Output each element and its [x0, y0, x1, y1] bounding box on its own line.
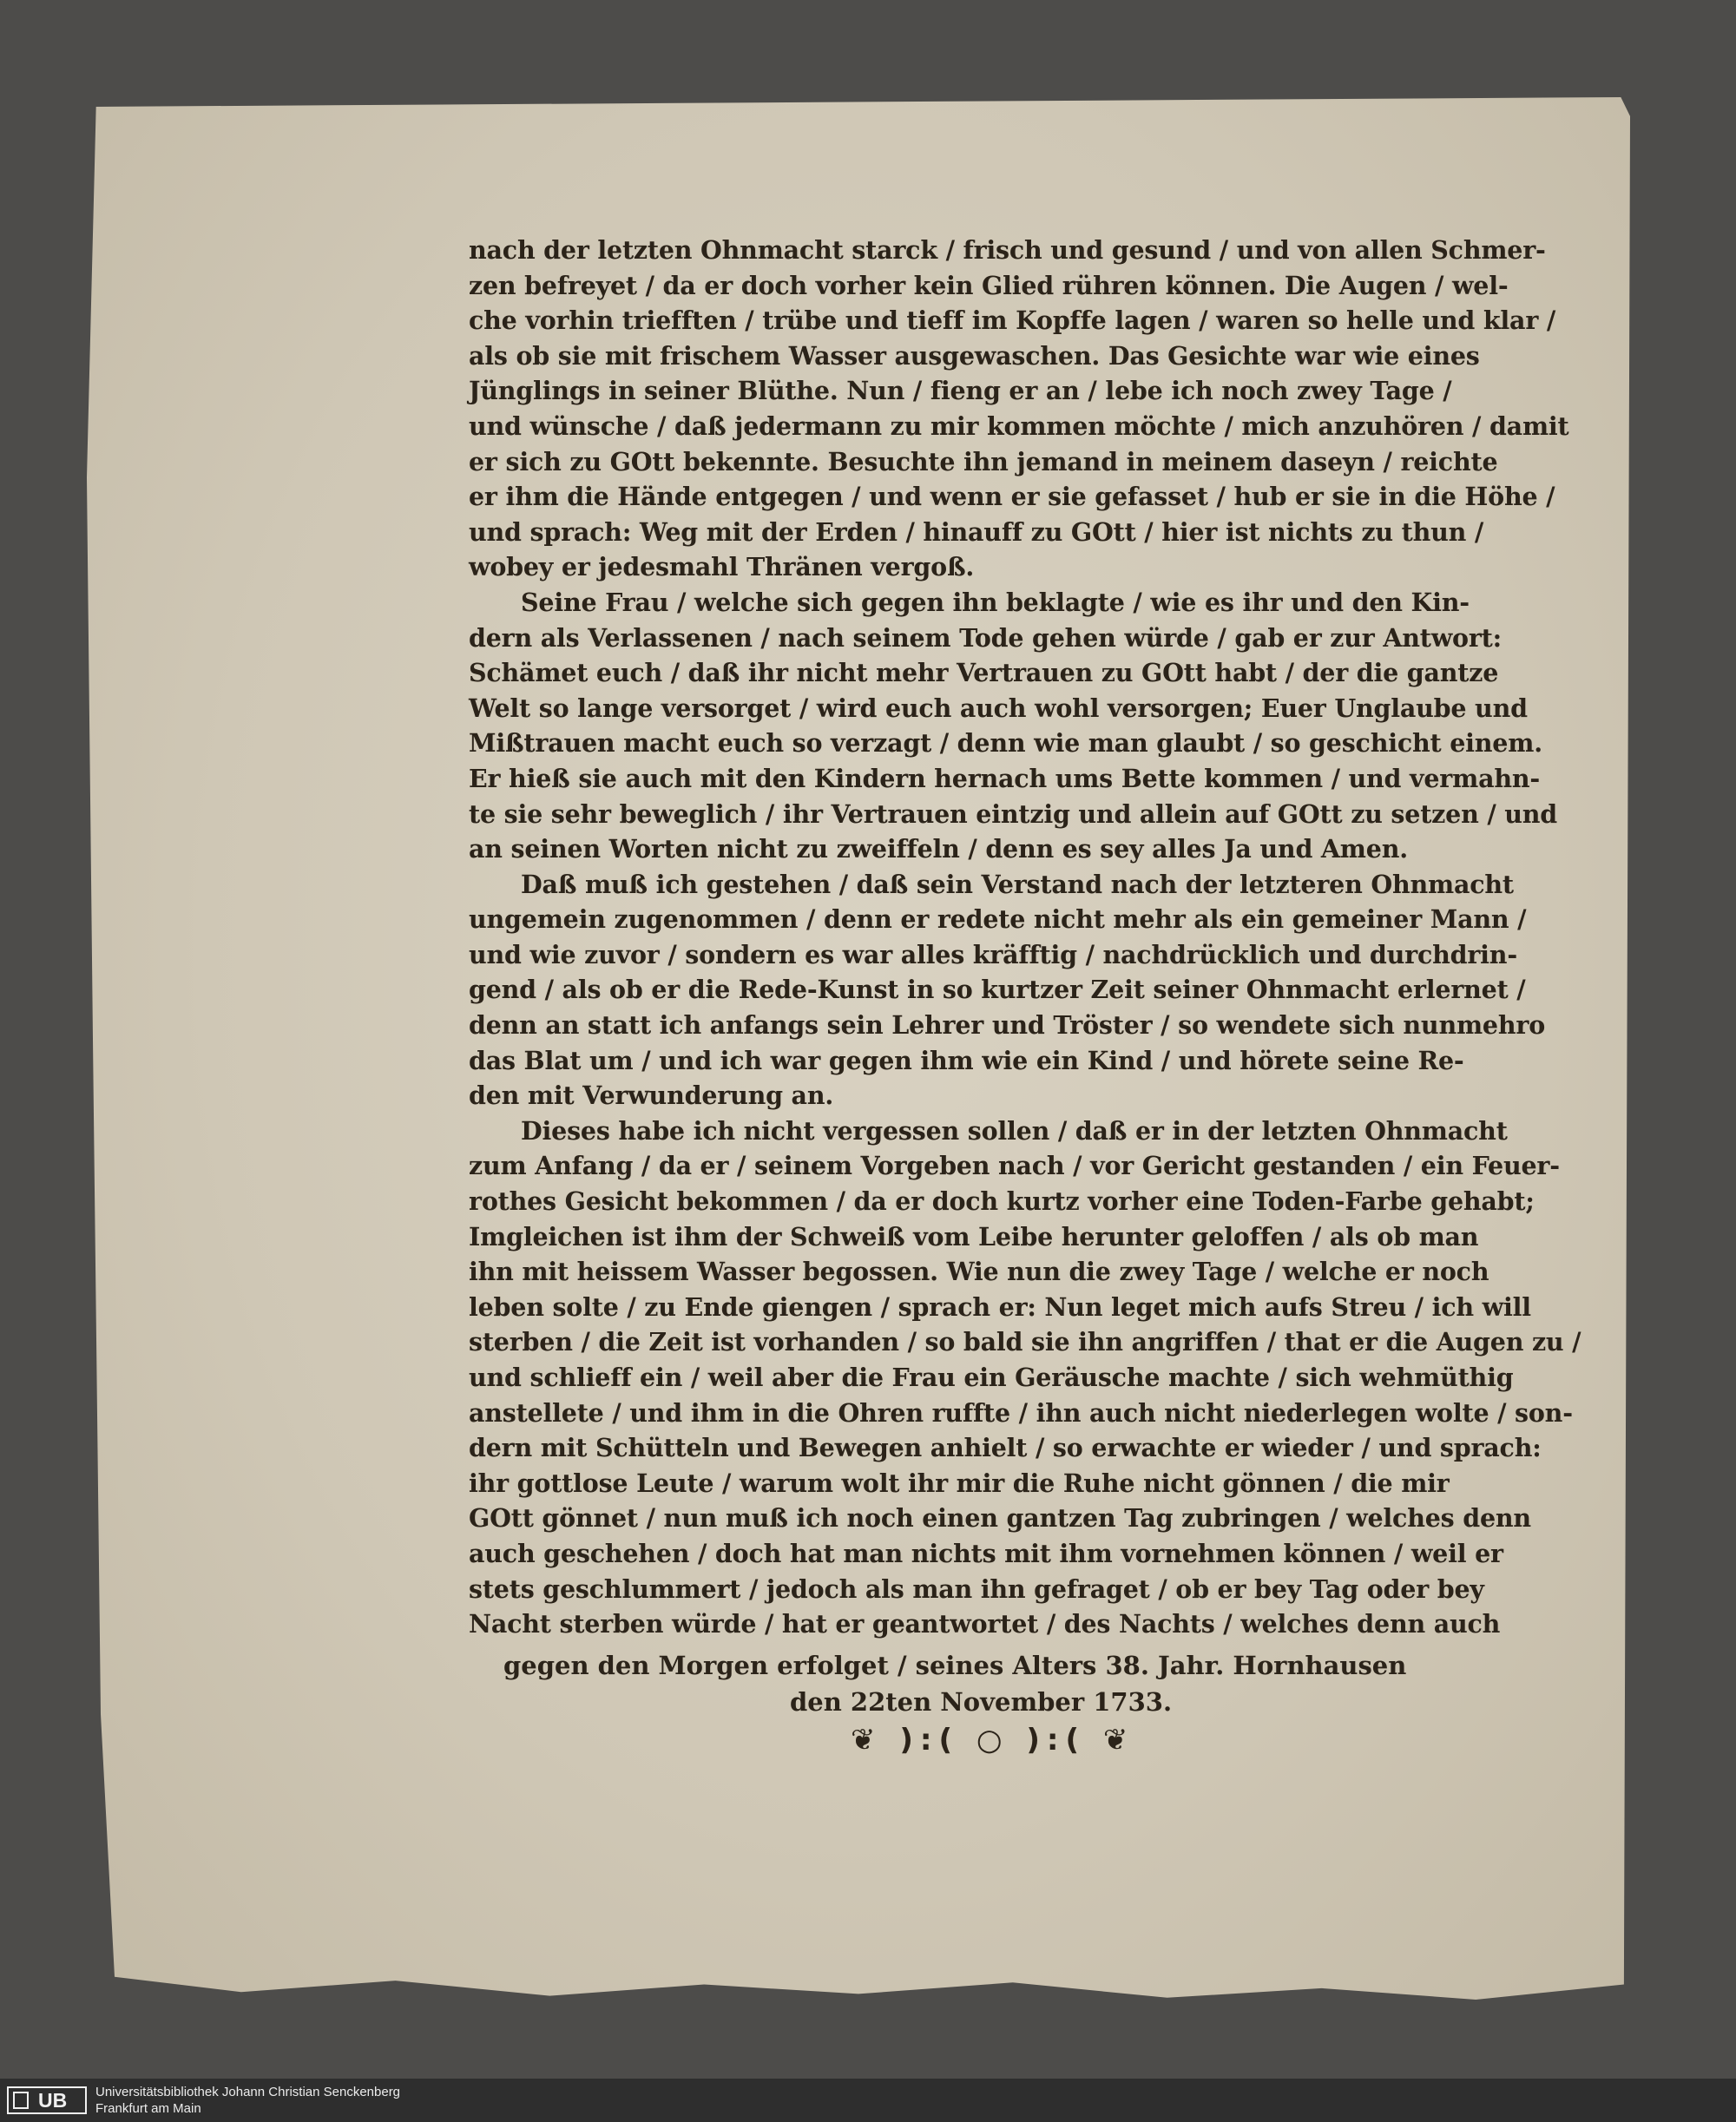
text-line: Nacht sterben würde / hat er geantwortet / des Nachts / welches denn auch: [469, 1609, 1501, 1639]
text-line: er sich zu GOtt bekennte. Besuchte ihn jemand in meinem daseyn / reichte: [469, 446, 1498, 476]
text-line: das Blat um / und ich war gegen ihm wie ein Kind / und hörete seine Re-: [469, 1045, 1464, 1075]
text-line: auch geschehen / doch hat man nichts mit ihm vornehmen können / weil er: [469, 1538, 1503, 1568]
text-line: wobey er jedesmahl Thränen vergoß.: [469, 552, 975, 582]
text-line: rothes Gesicht bekommen / da er doch kurtz vorher eine Toden-Farbe gehabt;: [469, 1186, 1535, 1217]
text-line: gend / als ob er die Rede-Kunst in so kurtzer Zeit seiner Ohnmacht erlernet /: [469, 975, 1526, 1005]
document-body: [469, 233, 1581, 1642]
text-line: stets geschlummert / jedoch als man ihn gefraget / ob er bey Tag oder bey: [469, 1573, 1484, 1604]
text-line: und wünsche / daß jedermann zu mir kommen möchte / mich anzuhören / damit: [469, 411, 1569, 441]
footer-institution: [95, 2084, 400, 2117]
text-line: den mit Verwunderung an.: [469, 1081, 834, 1111]
text-line: Daß muß ich gestehen / daß sein Verstand nach der letzteren Ohnmacht: [521, 869, 1514, 899]
text-line: und schlieff ein / weil aber die Frau ein Geräusche machte / sich wehmüthig: [469, 1363, 1514, 1392]
footer-bar: [0, 2079, 1736, 2122]
text-line: ihn mit heissem Wasser begossen. Wie nun die zwey Tage / welche er noch: [469, 1257, 1489, 1287]
text-line: anstellete / und ihm in die Ohren ruffte / ihn auch nicht niederlegen wolte / son-: [469, 1397, 1573, 1428]
text-line: Er hieß sie auch mit den Kindern hernach ums Bette kommen / und vermahn-: [469, 763, 1541, 793]
text-line: Welt so lange versorget / wird euch auch wohl versorgen; Euer Unglaube und: [469, 693, 1528, 723]
text-line: dern mit Schütteln und Bewegen anhielt / so erwachte er wieder / und sprach:: [469, 1433, 1542, 1463]
text-line: und sprach: Weg mit der Erden / hinauff zu GOtt / hier ist nichts zu thun /: [469, 516, 1484, 547]
text-line: sterben / die Zeit ist vorhanden / so bald sie ihn angriffen / that er die Augen zu /: [469, 1327, 1581, 1357]
text-line: ihr gottlose Leute / warum wolt ihr mir die Ruhe nicht gönnen / die mir: [469, 1468, 1450, 1498]
text-line: denn an statt ich anfangs sein Lehrer und Tröster / so wendete sich nunmehro: [469, 1010, 1546, 1041]
text-line: che vorhin triefften / trübe und tieff im Kopffe lagen / waren so helle und klar /: [469, 305, 1556, 336]
text-line: Mißtrauen macht euch so verzagt / denn wie man glaubt / so geschicht einem.: [469, 728, 1542, 759]
closing-date: den 22ten November 1733.: [790, 1687, 1173, 1717]
text-line: GOtt gönnet / nun muß ich noch einen gantzen Tag zubringen / welches denn: [469, 1503, 1531, 1534]
text-line: an seinen Worten nicht zu zweiffeln / denn es sey alles Ja und Amen.: [469, 834, 1408, 864]
book-icon: [13, 2092, 29, 2109]
text-line: zum Anfang / da er / seinem Vorgeben nach / vor Gericht gestanden / ein Feuer-: [469, 1151, 1560, 1181]
document-closing: [469, 1647, 1415, 1720]
text-line: te sie sehr beweglich / ihr Vertrauen eintzig und allein auf GOtt zu setzen / und: [469, 798, 1558, 829]
text-line: Schämet euch / daß ihr nicht mehr Vertrauen zu GOtt habt / der die gantze: [469, 658, 1499, 688]
text-line: Seine Frau / welche sich gegen ihn beklagte / wie es ihr und den Kin-: [521, 587, 1470, 617]
closing-line: gegen den Morgen erfolget / seines Alters 38. Jahr. Hornhausen: [503, 1651, 1407, 1680]
text-line: und wie zuvor / sondern es war alles kräfftig / nachdrücklich und durchdrin-: [469, 939, 1517, 969]
text-line: als ob sie mit frischem Wasser ausgewaschen. Das Gesichte war wie eines: [469, 340, 1480, 371]
text-line: Imgleichen ist ihm der Schweiß vom Leibe herunter geloffen / als ob man: [469, 1221, 1479, 1252]
text-line: ungemein zugenommen / denn er redete nicht mehr als ein gemeiner Mann /: [469, 904, 1527, 935]
text-line: nach der letzten Ohnmacht starck / frisch und gesund / und von allen Schmer-: [469, 235, 1546, 265]
institution-name: Universitätsbibliothek Johann Christian Senckenberg: [95, 2085, 401, 2099]
text-line: zen befreyet / da er doch vorher kein Glied rühren können. Die Augen / wel-: [469, 270, 1509, 300]
institution-city: Frankfurt am Main: [95, 2101, 201, 2116]
printer-ornament: ❦ ):( ○ ):( ❦: [851, 1723, 1135, 1757]
text-line: leben solte / zu Ende giengen / sprach er: Nun leget mich aufs Streu / ich will: [469, 1291, 1531, 1322]
ub-logo[interactable]: [7, 2086, 87, 2114]
text-line: Jünglings in seiner Blüthe. Nun / fieng er an / lebe ich noch zwey Tage /: [469, 376, 1452, 406]
text-line: Dieses habe ich nicht vergessen sollen / daß er in der letzten Ohnmacht: [521, 1115, 1508, 1146]
text-line: dern als Verlassenen / nach seinem Tode gehen würde / gab er zur Antwort:: [469, 622, 1502, 653]
text-line: er ihm die Hände entgegen / und wenn er sie gefasset / hub er sie in die Höhe /: [469, 482, 1555, 512]
logo-text: UB: [38, 2089, 68, 2112]
